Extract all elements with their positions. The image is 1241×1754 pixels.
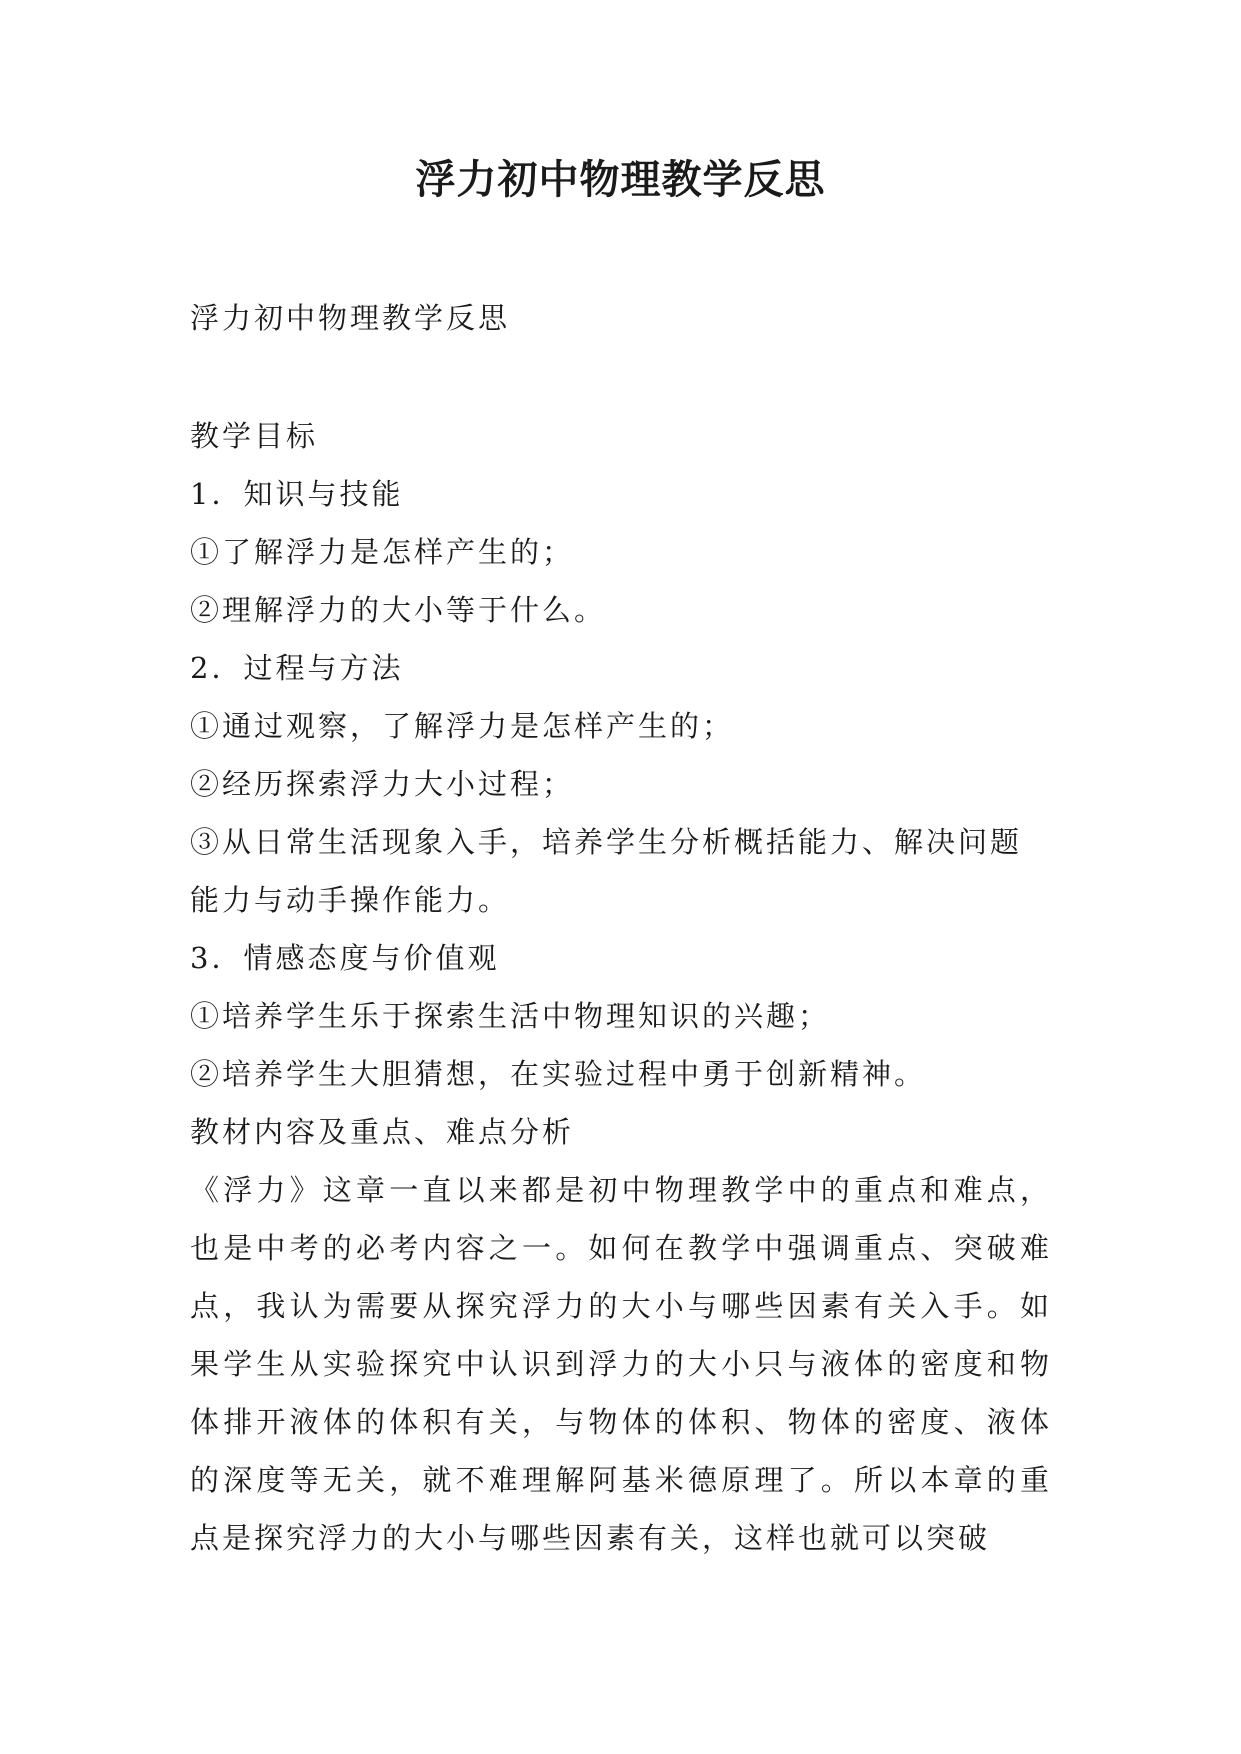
list-item: ②经历探索浮力大小过程；	[190, 767, 575, 801]
section-heading-analysis: 教材内容及重点、难点分析	[190, 1115, 575, 1149]
analysis-paragraph: 《浮力》这章一直以来都是初中物理教学中的重点和难点，也是中考的必考内容之一。如何在教学中强调重点、突破难点，我认为需要从探究浮力的大小与哪些因素有关入手。如果学生从实验探究中认识到浮力的大小只与液体的密度和物体排开液体的体积有关，与物体的体积、物体的密度、液体的深度等无关，就不难理解阿基米德原理了。所以本章的重点是探究浮力的大小与哪些因素有关，这样也就可以突破	[190, 1173, 1052, 1555]
document-body	[190, 407, 1052, 1567]
subsection-knowledge-skills: 1．知识与技能	[190, 477, 404, 511]
document-title: 浮力初中物理教学反思	[415, 156, 826, 203]
list-item: ①通过观察，了解浮力是怎样产生的；	[190, 709, 735, 743]
subsection-process-methods: 2．过程与方法	[190, 651, 404, 685]
list-item: ①了解浮力是怎样产生的；	[190, 535, 575, 569]
list-item: ②理解浮力的大小等于什么。	[190, 593, 607, 627]
list-item-continuation: 能力与动手操作能力。	[190, 883, 511, 917]
document-subtitle: 浮力初中物理教学反思	[190, 301, 511, 335]
section-heading-objectives: 教学目标	[190, 419, 319, 453]
subsection-attitudes-values: 3．情感态度与价值观	[190, 941, 500, 975]
list-item: ①培养学生乐于探索生活中物理知识的兴趣；	[190, 999, 831, 1033]
list-item: ③从日常生活现象入手，培养学生分析概括能力、解决问题	[190, 825, 1023, 859]
list-item: ②培养学生大胆猜想，在实验过程中勇于创新精神。	[190, 1057, 927, 1091]
